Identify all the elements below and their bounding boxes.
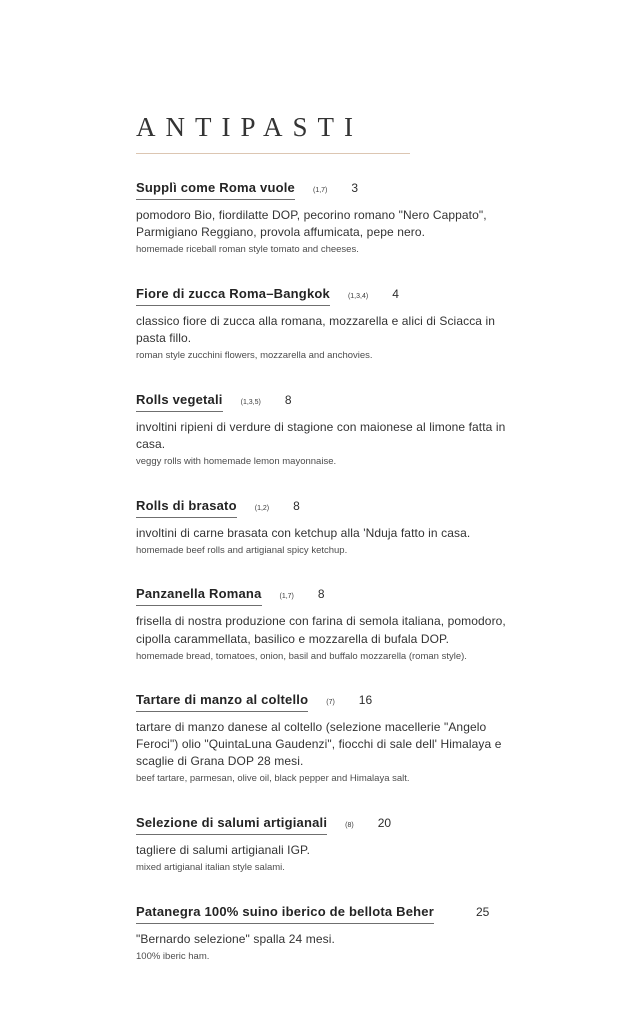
item-description-english: beef tartare, parmesan, olive oil, black pepper and Himalaya salt. — [136, 773, 410, 785]
menu-item-patanegra — [136, 904, 508, 964]
item-description-italian: "Bernardo selezione" spalla 24 mesi. — [136, 932, 335, 947]
item-price: 8 — [284, 392, 292, 407]
item-allergens: (8) — [345, 822, 354, 830]
item-description-italian: involtini ripieni di verdure di stagione con maionese al limone fatta in casa. — [136, 419, 506, 451]
item-description-italian: involtini di carne brasata con ketchup alla 'Nduja fatto in casa. — [136, 525, 471, 540]
item-description-italian: frisella di nostra produzione con farina di semola italiana, pomodoro, cipolla carammellata, basilico e mozzarella di bufala DOP. — [136, 614, 506, 646]
item-head — [136, 692, 508, 712]
item-price: 8 — [293, 498, 300, 513]
item-head — [136, 180, 508, 200]
item-head — [136, 498, 508, 518]
menu-item-suppli — [136, 180, 508, 257]
item-allergens: (1,2) — [254, 504, 270, 512]
item-price: 25 — [475, 905, 490, 920]
item-allergens: (1,3,5) — [240, 398, 261, 406]
item-description-english: 100% iberic ham. — [136, 951, 210, 963]
item-name: Supplì come Roma vuole — [136, 180, 295, 200]
item-description-italian: tagliere di salumi artigianali IGP. — [136, 843, 311, 858]
menu-item-rolls-vegetali — [136, 392, 508, 469]
item-allergens: (1,7) — [279, 593, 294, 601]
item-price: 20 — [377, 816, 392, 831]
title-divider — [136, 153, 410, 154]
menu-item-panzanella — [136, 586, 508, 663]
item-head — [136, 286, 508, 306]
page-title: ANTIPASTI — [136, 112, 364, 142]
item-allergens: (1,3,4) — [347, 292, 369, 300]
item-head — [136, 392, 508, 412]
item-allergens: (1,7) — [313, 187, 328, 194]
item-head — [136, 586, 508, 606]
menu-header — [136, 112, 540, 154]
item-description-italian: tartare di manzo danese al coltello (selezione macellerie "Angelo Feroci") olio "QuintaLuna Gaudenzi", fiocchi di sale dell' Himalaya e scaglie di Grana DOP 28 mesi. — [136, 720, 502, 769]
item-description-english: roman style zucchini flowers, mozzarella and anchovies. — [136, 349, 373, 361]
item-name: Patanegra 100% suino iberico de bellota Beher — [136, 904, 434, 924]
item-name: Rolls di brasato — [136, 498, 237, 518]
item-name: Rolls vegetali — [136, 392, 223, 412]
item-description-english: mixed artigianal italian style salami. — [136, 862, 285, 874]
item-name: Panzanella Romana — [136, 586, 262, 606]
item-description-english: homemade bread, tomatoes, onion, basil and buffalo mozzarella (roman style). — [136, 650, 467, 662]
item-description-italian: pomodoro Bio, fiordilatte DOP, pecorino romano "Nero Cappato", Parmigiano Reggiano, provola affumicata, pepe nero. — [136, 208, 487, 240]
item-description-english: homemade riceball roman style tomato and cheeses. — [136, 244, 359, 256]
item-description-italian: classico fiore di zucca alla romana, mozzarella e alici di Sciacca in pasta fillo. — [136, 313, 496, 345]
menu-item-rolls-di-brasato — [136, 498, 508, 558]
item-price: 4 — [392, 286, 399, 301]
item-price: 3 — [351, 181, 359, 195]
item-price: 8 — [317, 587, 325, 602]
item-price: 16 — [358, 693, 373, 708]
item-head — [136, 815, 508, 835]
item-name: Selezione di salumi artigianali — [136, 815, 327, 835]
item-description-english: homemade beef rolls and artigianal spicy ketchup. — [136, 544, 348, 556]
menu-item-list — [136, 180, 540, 964]
menu-item-tartare — [136, 692, 508, 786]
item-name: Fiore di zucca Roma–Bangkok — [136, 286, 330, 306]
item-name: Tartare di manzo al coltello — [136, 692, 308, 712]
menu-item-salumi — [136, 815, 508, 875]
menu-item-fiore-di-zucca — [136, 286, 508, 363]
item-allergens: (7) — [326, 699, 335, 707]
item-description-english: veggy rolls with homemade lemon mayonnaise. — [136, 455, 337, 467]
item-head — [136, 904, 508, 924]
